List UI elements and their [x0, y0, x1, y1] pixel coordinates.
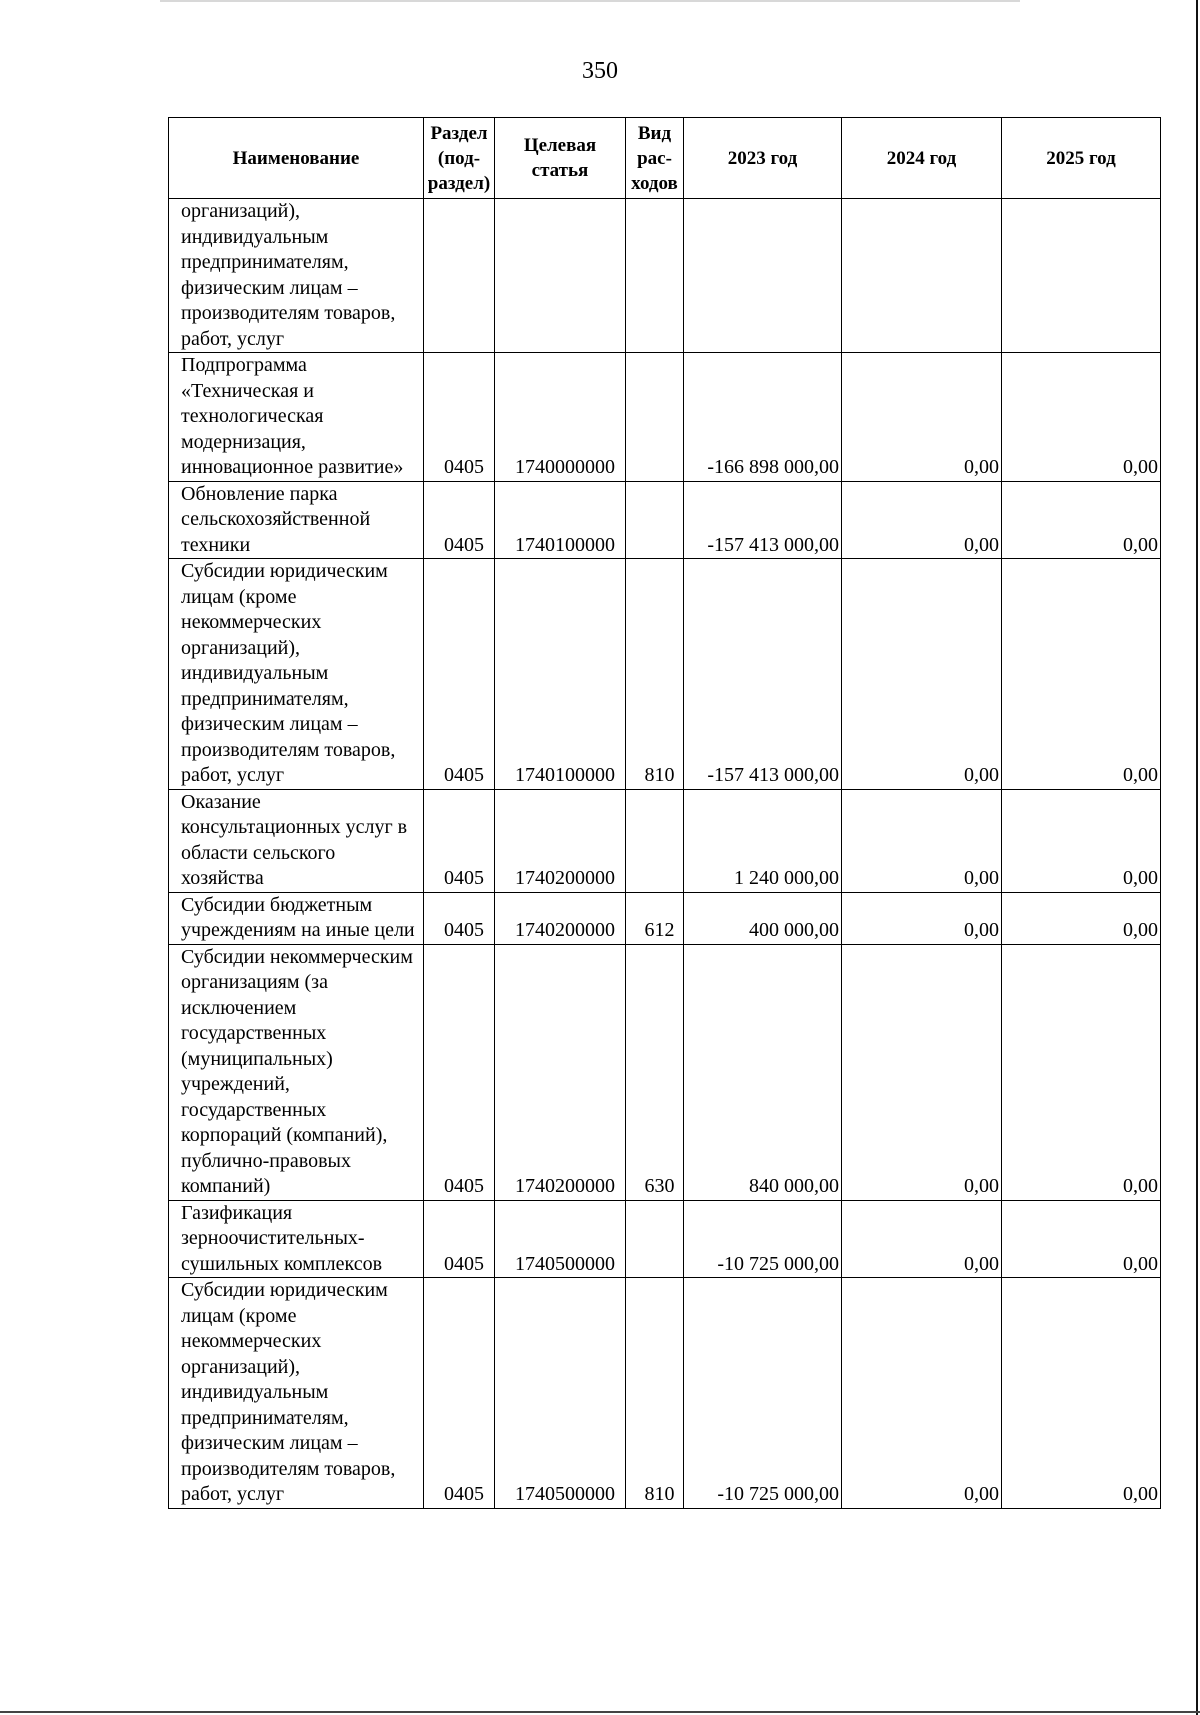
row-2023 — [684, 199, 842, 353]
row-section: 0405 — [424, 789, 495, 892]
row-name: Подпрограмма «Техническая и технологическая модернизация, инновационное развитие» — [169, 353, 424, 482]
header-2025: 2025 год — [1002, 118, 1161, 199]
header-2024: 2024 год — [842, 118, 1002, 199]
header-section: Раздел (под-раздел) — [424, 118, 495, 199]
row-name: Субсидии юридическим лицам (кроме некоммерческих организаций), индивидуальным предпринимателям, физическим лицам – производителям товаров, работ, услуг — [169, 559, 424, 790]
row-2023: -10 725 000,00 — [684, 1200, 842, 1278]
header-type: Вид рас-ходов — [626, 118, 684, 199]
row-name: организаций), индивидуальным предпринимателям, физическим лицам – производителям товаров, работ, услуг — [169, 199, 424, 353]
row-target — [495, 199, 626, 353]
row-target: 1740000000 — [495, 353, 626, 482]
scan-edge-top — [160, 0, 1020, 2]
row-target: 1740100000 — [495, 481, 626, 559]
row-type — [626, 789, 684, 892]
row-2025: 0,00 — [1002, 944, 1161, 1200]
row-2025: 0,00 — [1002, 1278, 1161, 1509]
row-2023: -157 413 000,00 — [684, 481, 842, 559]
header-2023: 2023 год — [684, 118, 842, 199]
header-target: Целевая статья — [495, 118, 626, 199]
row-2023: 840 000,00 — [684, 944, 842, 1200]
row-section: 0405 — [424, 353, 495, 482]
row-name: Субсидии юридическим лицам (кроме некоммерческих организаций), индивидуальным предпринимателям, физическим лицам – производителям товаров, работ, услуг — [169, 1278, 424, 1509]
row-type: 612 — [626, 892, 684, 944]
row-2024: 0,00 — [842, 1200, 1002, 1278]
row-2024: 0,00 — [842, 1278, 1002, 1509]
row-type: 630 — [626, 944, 684, 1200]
row-type — [626, 1200, 684, 1278]
row-2025: 0,00 — [1002, 1200, 1161, 1278]
row-2023: -157 413 000,00 — [684, 559, 842, 790]
row-2023: -166 898 000,00 — [684, 353, 842, 482]
row-2024: 0,00 — [842, 789, 1002, 892]
row-name: Обновление парка сельскохозяйственной техники — [169, 481, 424, 559]
row-target: 1740200000 — [495, 892, 626, 944]
row-name: Субсидии некоммерческим организациям (за исключением государственных (муниципальных) учреждений, государственных корпораций (компаний), публично-правовых компаний) — [169, 944, 424, 1200]
table-row — [169, 789, 1161, 892]
row-2025: 0,00 — [1002, 481, 1161, 559]
row-2025: 0,00 — [1002, 789, 1161, 892]
row-target: 1740200000 — [495, 944, 626, 1200]
table-row — [169, 892, 1161, 944]
row-section — [424, 199, 495, 353]
row-target: 1740200000 — [495, 789, 626, 892]
row-2023: 1 240 000,00 — [684, 789, 842, 892]
budget-table — [168, 117, 1161, 1509]
row-target: 1740500000 — [495, 1278, 626, 1509]
row-2024 — [842, 199, 1002, 353]
table-row — [169, 944, 1161, 1200]
row-2024: 0,00 — [842, 481, 1002, 559]
row-section: 0405 — [424, 944, 495, 1200]
row-type: 810 — [626, 559, 684, 790]
row-type — [626, 199, 684, 353]
row-2023: -10 725 000,00 — [684, 1278, 842, 1509]
row-type: 810 — [626, 1278, 684, 1509]
row-2025: 0,00 — [1002, 353, 1161, 482]
row-section: 0405 — [424, 559, 495, 790]
row-2024: 0,00 — [842, 944, 1002, 1200]
row-section: 0405 — [424, 892, 495, 944]
table-row — [169, 1200, 1161, 1278]
table-header-row — [169, 118, 1161, 199]
row-type — [626, 353, 684, 482]
row-section: 0405 — [424, 1200, 495, 1278]
row-2025 — [1002, 199, 1161, 353]
table-row — [169, 353, 1161, 482]
row-type — [626, 481, 684, 559]
page-number: 350 — [582, 58, 618, 84]
table-row — [169, 199, 1161, 353]
table-row — [169, 559, 1161, 790]
scan-edge-bottom — [0, 1711, 1200, 1713]
row-name: Газификация зерноочистительных-сушильных комплексов — [169, 1200, 424, 1278]
table-row — [169, 1278, 1161, 1509]
row-2023: 400 000,00 — [684, 892, 842, 944]
row-2024: 0,00 — [842, 892, 1002, 944]
header-name: Наименование — [169, 118, 424, 199]
row-target: 1740500000 — [495, 1200, 626, 1278]
row-name: Субсидии бюджетным учреждениям на иные цели — [169, 892, 424, 944]
row-section: 0405 — [424, 1278, 495, 1509]
row-name: Оказание консультационных услуг в области сельского хозяйства — [169, 789, 424, 892]
row-2024: 0,00 — [842, 559, 1002, 790]
row-section: 0405 — [424, 481, 495, 559]
row-2025: 0,00 — [1002, 559, 1161, 790]
scan-edge-right — [1196, 0, 1198, 1715]
table-row — [169, 481, 1161, 559]
row-2024: 0,00 — [842, 353, 1002, 482]
row-target: 1740100000 — [495, 559, 626, 790]
row-2025: 0,00 — [1002, 892, 1161, 944]
